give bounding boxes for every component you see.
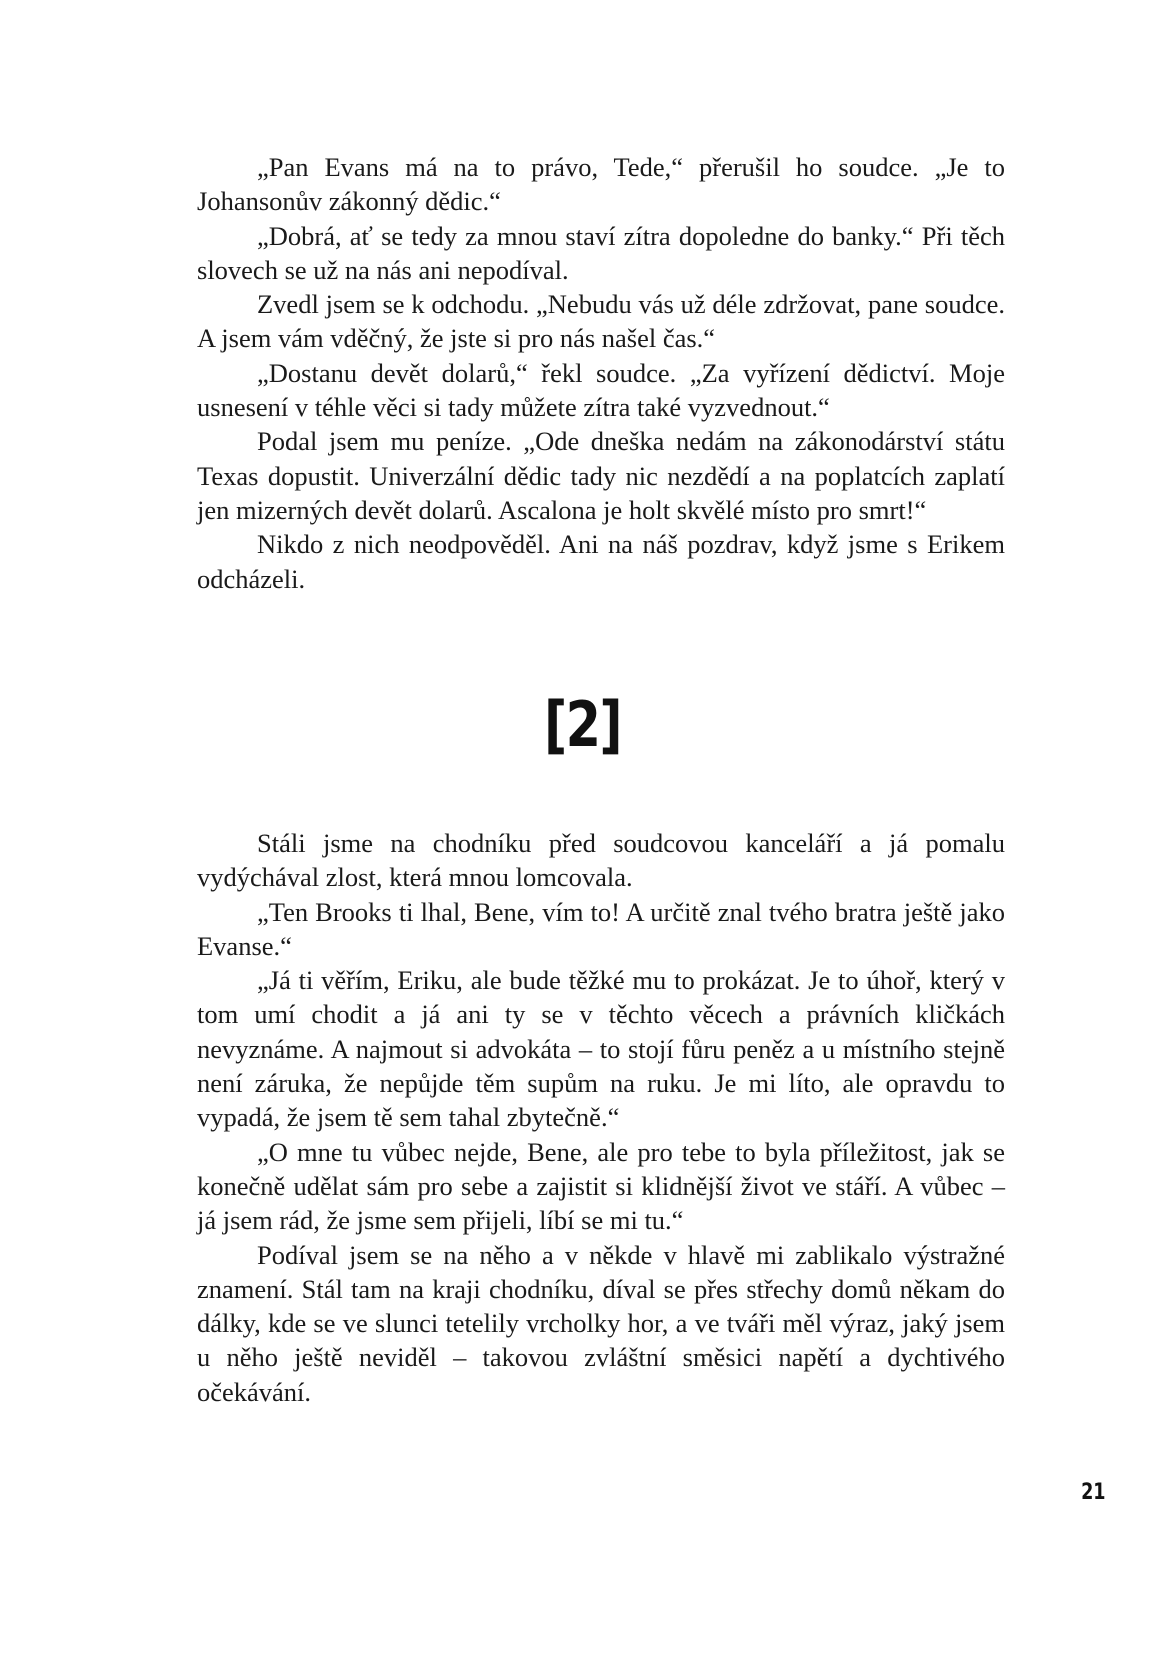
paragraph: Nikdo z nich neodpověděl. Ani na náš pozdrav, když jsme s Erikem odcházeli. (197, 529, 1005, 594)
chapter-heading: [2] (544, 688, 621, 761)
paragraph: Podíval jsem se na něho a v někde v hlavě mi zablikalo výstražné znamení. Stál tam na kraji chodníku, díval se přes střechy domů někam do dálky, kde se ve slunci tetelily vrcholky hor, a ve tváři měl výraz, jaký jsem u něho ještě neviděl – takovou zvláštní směsici napětí a dychtivého očekávání. (197, 1239, 1005, 1407)
paragraph: „Dobrá, ať se tedy za mnou staví zítra dopoledne do banky.“ Při těch slovech se už na nás ani nepodíval. (197, 220, 1005, 285)
page-number: 21 (1081, 1480, 1106, 1505)
text-section-top (197, 150, 1005, 596)
paragraph: „Pan Evans má na to právo, Tede,“ přerušil ho soudce. „Je to Johansonův zákonný dědic.“ (197, 152, 1005, 217)
paragraph: „Dostanu devět dolarů,“ řekl soudce. „Za vyřízení dědictví. Moje usnesení v téhle věci si tady můžete zítra také vyzvednout.“ (197, 357, 1005, 423)
paragraph: Zvedl jsem se k odchodu. „Nebudu vás už déle zdržovat, pane soudce. A jsem vám vděčný, že jste si pro nás našel čas.“ (197, 289, 1005, 354)
paragraph: Stáli jsme na chodníku před soudcovou kanceláří a já pomalu vydýchával zlost, která mnou lomcovala. (197, 828, 1005, 893)
paragraph: „Ten Brooks ti lhal, Bene, vím to! A určitě znal tvého bratra ještě jako Evanse.“ (197, 896, 1005, 961)
paragraph: „O mne tu vůbec nejde, Bene, ale pro tebe to byla příležitost, jak se konečně udělat sám pro sebe a zajistit si klidnější život ve stáří. A vůbec – já jsem rád, že jsme sem přijeli, líbí se mi tu.“ (197, 1136, 1005, 1236)
paragraph: Podal jsem mu peníze. „Ode dneška nedám na zákonodárství státu Texas dopustit. Univerzální dědic tady nic nezdědí a na poplatcích zaplatí jen mizerných devět dolarů. Ascalona je holt skvělé místo pro smrt!“ (197, 426, 1005, 525)
text-section-bottom (197, 826, 1005, 1409)
paragraph: „Já ti věřím, Eriku, ale bude těžké mu to prokázat. Je to úhoř, který v tom umí chodit a já ani ty se v těchto věcech a právních kličkách nevyznáme. A najmout si advokáta – to stojí fůru peněz a u místního stejně není záruka, že nepůjde těm supům na ruku. Je mi líto, ale opravdu to vypadá, že jsem tě sem tahal zbytečně.“ (197, 965, 1005, 1133)
